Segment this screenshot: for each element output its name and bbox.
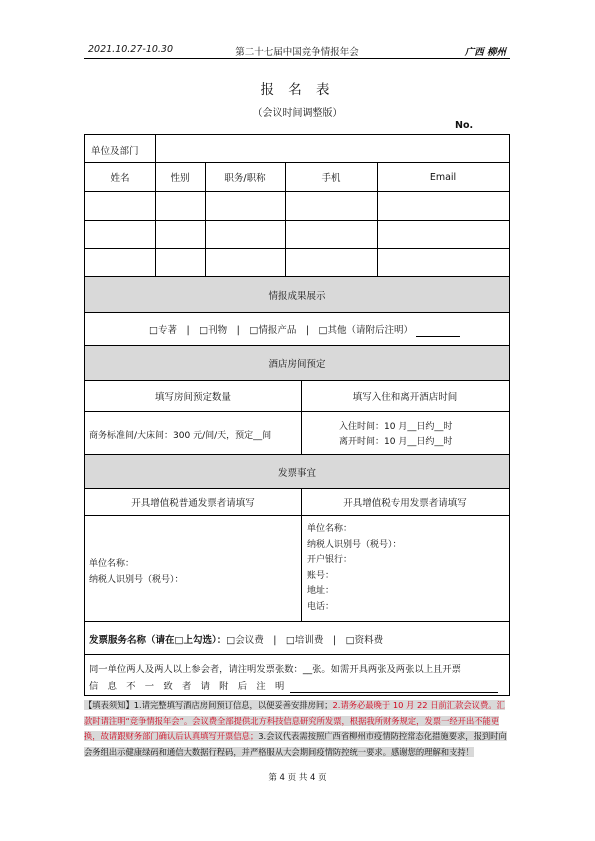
- hotel-header-row: [84, 381, 510, 412]
- hotel-checkout[interactable]: 离开时间：10 月__日约__时: [339, 437, 453, 447]
- section-results-title: 情报成果展示: [268, 290, 326, 302]
- hotel-checkin[interactable]: 入住时间：10 月__日约__时: [339, 422, 453, 432]
- invoice-col-special: 开具增值税专用发票者请填写: [343, 498, 467, 509]
- invoice-note-line2: 信 息 不 一 致 者 请 附 后 注 明: [89, 681, 285, 692]
- results-options[interactable]: [149, 322, 460, 337]
- invoice-service-row: [84, 622, 510, 655]
- results-other-blank[interactable]: [416, 325, 460, 337]
- invoice-special-company[interactable]: 单位名称：: [307, 524, 353, 534]
- attendee-table: [84, 163, 510, 277]
- invoice-special-address[interactable]: 地址：: [307, 586, 335, 596]
- invoice-normal-taxid[interactable]: 纳税人识别号（税号）：: [89, 575, 184, 585]
- header-date: 2021.10.27-10.30: [88, 44, 174, 55]
- section-hotel: [84, 346, 510, 381]
- results-options-text[interactable]: □专著 | □刊物 | □情报产品 | □其他（请附后注明）: [149, 325, 414, 336]
- invoice-normal-company[interactable]: 单位名称：: [89, 559, 135, 569]
- invoice-special-bank[interactable]: 开户银行：: [307, 555, 353, 565]
- attendee-row[interactable]: [85, 249, 509, 276]
- notice-part3: 3.会议代表需按照广西省柳州市疫情防控常态化措施要求，报到时向会务组出示健康绿码和通信大数据行程码，并严格服从大会期间疫情防控统一要求。感谢您的理解和支持！: [84, 731, 507, 757]
- invoice-detail-row: [84, 516, 510, 622]
- invoice-normal-fields[interactable]: [89, 556, 184, 588]
- invoice-col-normal: 开具增值税普通发票者请填写: [131, 498, 255, 509]
- hotel-col-rooms: 填写房间预定数量: [154, 392, 231, 403]
- unit-row: [84, 134, 510, 163]
- page-header: [84, 42, 510, 58]
- fill-notice: [84, 698, 510, 760]
- form-number-label: No.: [455, 120, 474, 131]
- service-label: 发票服务名称（请在□上勾选）：: [89, 635, 227, 646]
- hotel-detail-row: [84, 412, 510, 455]
- invoice-note-line1[interactable]: 同一单位两人及两人以上参会者，请注明发票张数：__张。如需开具两张及两张以上且开票: [89, 664, 461, 675]
- notice-part2: 2.请务必最晚于 10 月 22 日前汇款会议费。汇款时请注明“竞争情报年会”。会议费全部提供北方科技信息研究所发票，根据我所财务规定，发票一经开出不能更换，故请跟财务部门确认后认真填写开票信息；: [84, 700, 505, 741]
- invoice-header-row: [84, 489, 510, 516]
- col-name: 姓名: [110, 173, 130, 184]
- header-divider: [84, 58, 510, 59]
- col-mobile: 手机: [321, 173, 341, 184]
- invoice-note-blank[interactable]: [290, 681, 498, 693]
- notice-part1: 【填表须知】1.请完整填写酒店房间预订信息，以便妥善安排房间；: [84, 700, 333, 710]
- invoice-special-taxid[interactable]: 纳税人识别号（税号）：: [307, 539, 402, 550]
- page-subtitle: （会议时间调整版）: [252, 108, 343, 119]
- header-conference: 第二十七届中国竞争情报年会: [235, 47, 359, 58]
- section-results: [84, 277, 510, 313]
- page-title: 报 名 表: [260, 82, 335, 98]
- invoice-special-phone[interactable]: 电话：: [307, 601, 335, 612]
- invoice-note-row: [84, 655, 510, 696]
- section-invoice-title: 发票事宜: [277, 467, 316, 479]
- header-location: 广西 柳州: [464, 47, 506, 58]
- col-title: 职务/职称: [224, 173, 266, 184]
- hotel-room-text[interactable]: 商务标准间/大床间：300 元/间/天，预定__间: [89, 431, 272, 441]
- attendee-row[interactable]: [85, 192, 509, 220]
- hotel-col-times: 填写入住和离开酒店时间: [352, 392, 458, 403]
- invoice-special-fields[interactable]: [307, 522, 402, 615]
- attendee-row[interactable]: [85, 221, 509, 248]
- col-gender: 性别: [170, 173, 190, 184]
- page-footer: 第 4 页 共 4 页: [268, 773, 327, 783]
- unit-label: 单位及部门: [91, 146, 139, 157]
- invoice-special-account[interactable]: 账号：: [307, 570, 335, 581]
- service-options[interactable]: □会议费 | □培训费 | □资料费: [226, 635, 384, 646]
- section-hotel-title: 酒店房间预定: [268, 359, 326, 370]
- unit-field[interactable]: [156, 135, 509, 162]
- section-invoice: [84, 455, 510, 489]
- results-options-row: [84, 313, 510, 346]
- col-email: Email: [429, 171, 457, 183]
